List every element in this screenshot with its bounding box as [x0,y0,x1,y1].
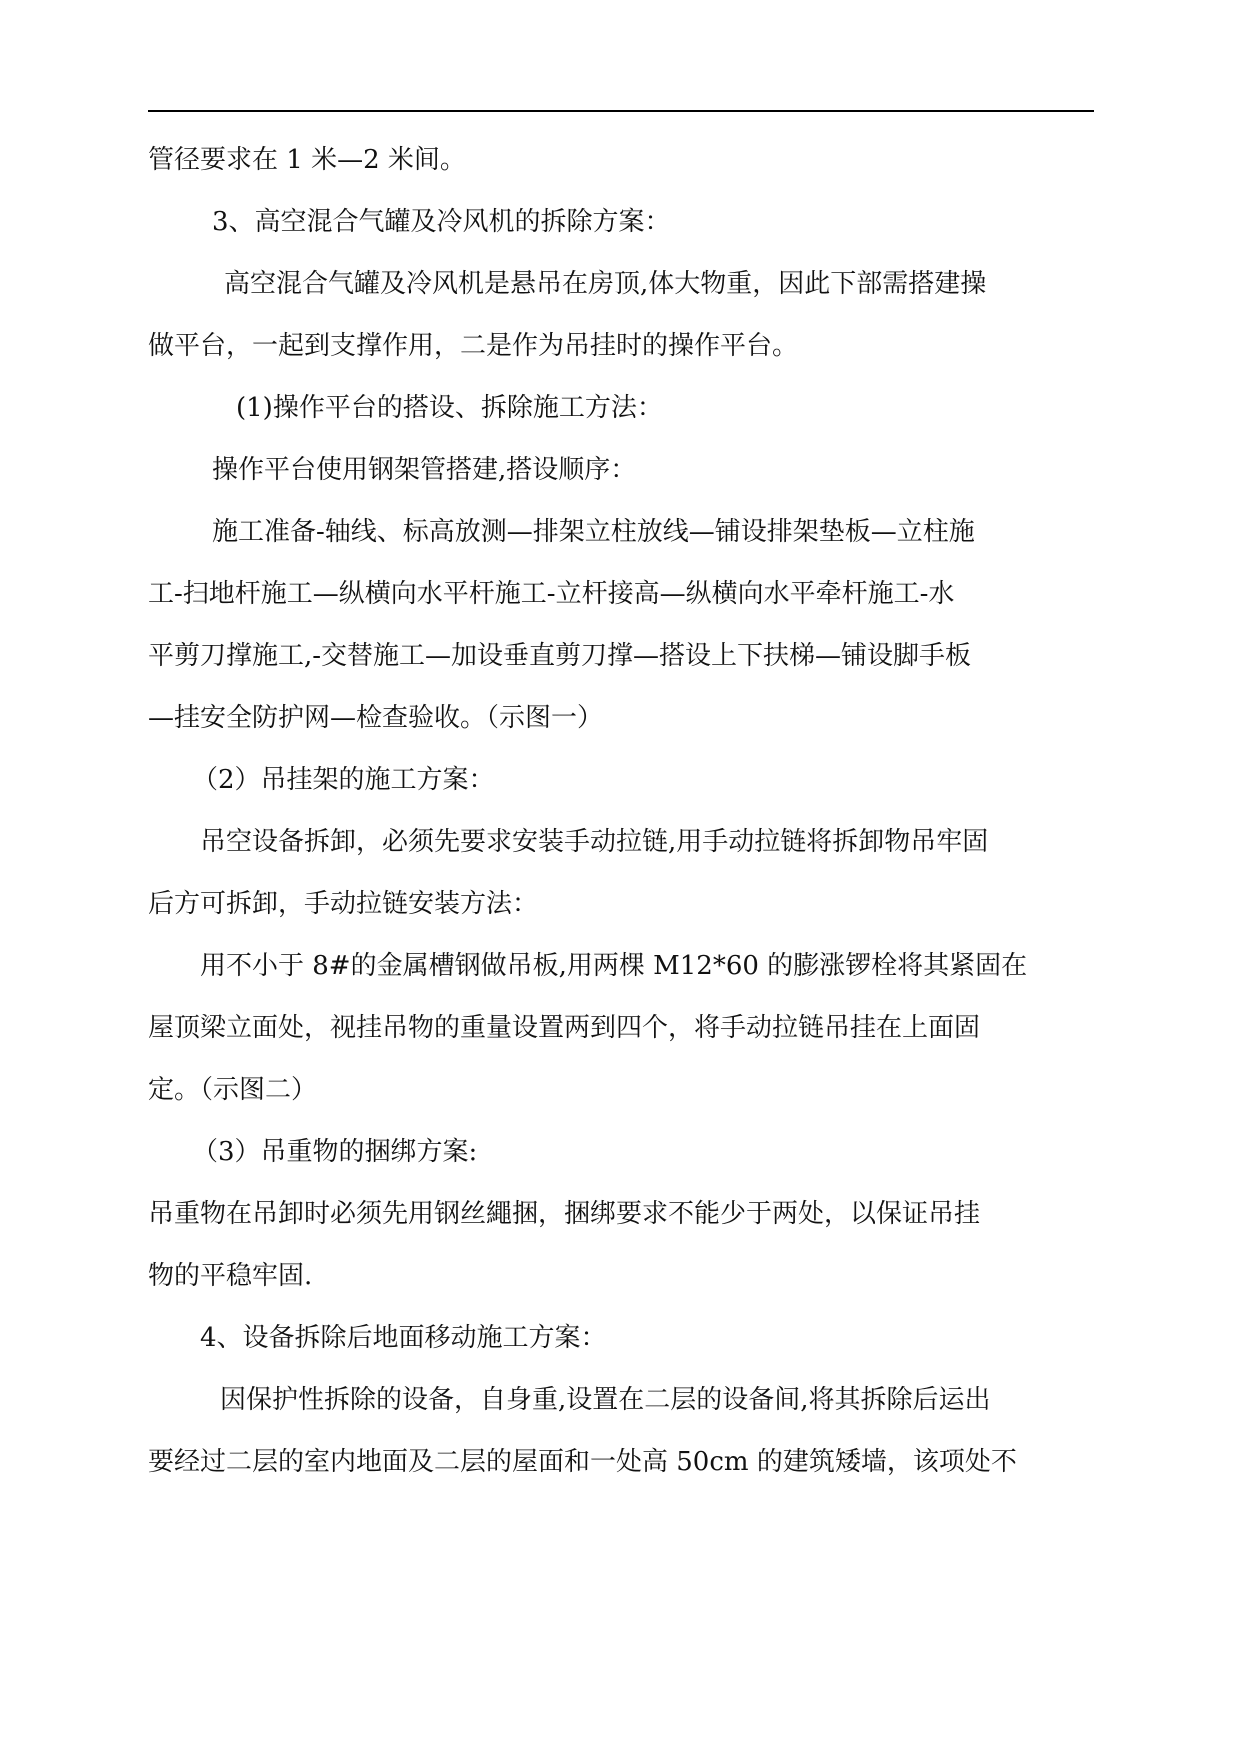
subheading-3: （3）吊重物的捆绑方案: [192,1137,478,1167]
text-line-21: 因保护性拆除的设备，自身重,设置在二层的设备间,将其拆除后运出 [220,1385,991,1415]
text-line-6: 操作平台使用钢架管搭建,搭设顺序： [212,455,637,485]
text-line-13: 后方可拆卸，手动拉链安装方法： [148,889,539,919]
text-line-15: 屋顶梁立面处，视挂吊物的重量设置两到四个，将手动拉链吊挂在上面固 [148,1013,981,1043]
section-heading-3: 3、高空混合气罐及冷风机的拆除方案： [212,207,671,237]
text-line-18: 吊重物在吊卸时必须先用钢丝繩捆，捆绑要求不能少于两处，以保证吊挂 [148,1199,981,1229]
section-heading-4: 4、设备拆除后地面移动施工方案： [200,1323,607,1353]
subheading-2: （2）吊挂架的施工方案： [192,765,495,795]
text-line-9: 平剪刀撑施工,-交替施工—加设垂直剪刀撑—搭设上下扶梯—铺设脚手板 [148,641,972,671]
text-line-8: 工-扫地杆施工—纵横向水平杆施工-立杆接高—纵横向水平牵杆施工-水 [148,579,955,609]
text-line-10: —挂安全防护网—检查验收。（示图一） [148,703,604,733]
text-line-12: 吊空设备拆卸，必须先要求安装手动拉链,用手动拉链将拆卸物吊牢固 [200,827,989,857]
text-line-19: 物的平稳牢固. [148,1261,313,1291]
text-line-7: 施工准备-轴线、标高放测—排架立柱放线—铺设排架垫板—立柱施 [212,517,975,547]
subheading-1: (1)操作平台的搭设、拆除施工方法： [236,393,663,423]
text-line-14: 用不小于 8#的金属槽钢做吊板,用两棵 M12*60 的膨涨锣栓将其紧固在 [200,951,1028,981]
header-rule [148,110,1094,112]
text-line-3: 高空混合气罐及冷风机是悬吊在房顶,体大物重，因此下部需搭建操 [224,269,987,299]
text-line-16: 定。（示图二） [148,1075,318,1105]
text-line-22: 要经过二层的室内地面及二层的屋面和一处高 50cm 的建筑矮墙，该项处不 [148,1447,1017,1477]
text-line-4: 做平台，一起到支撑作用，二是作为吊挂时的操作平台。 [148,331,799,361]
text-line-1: 管径要求在 1 米—2 米间。 [148,145,466,175]
